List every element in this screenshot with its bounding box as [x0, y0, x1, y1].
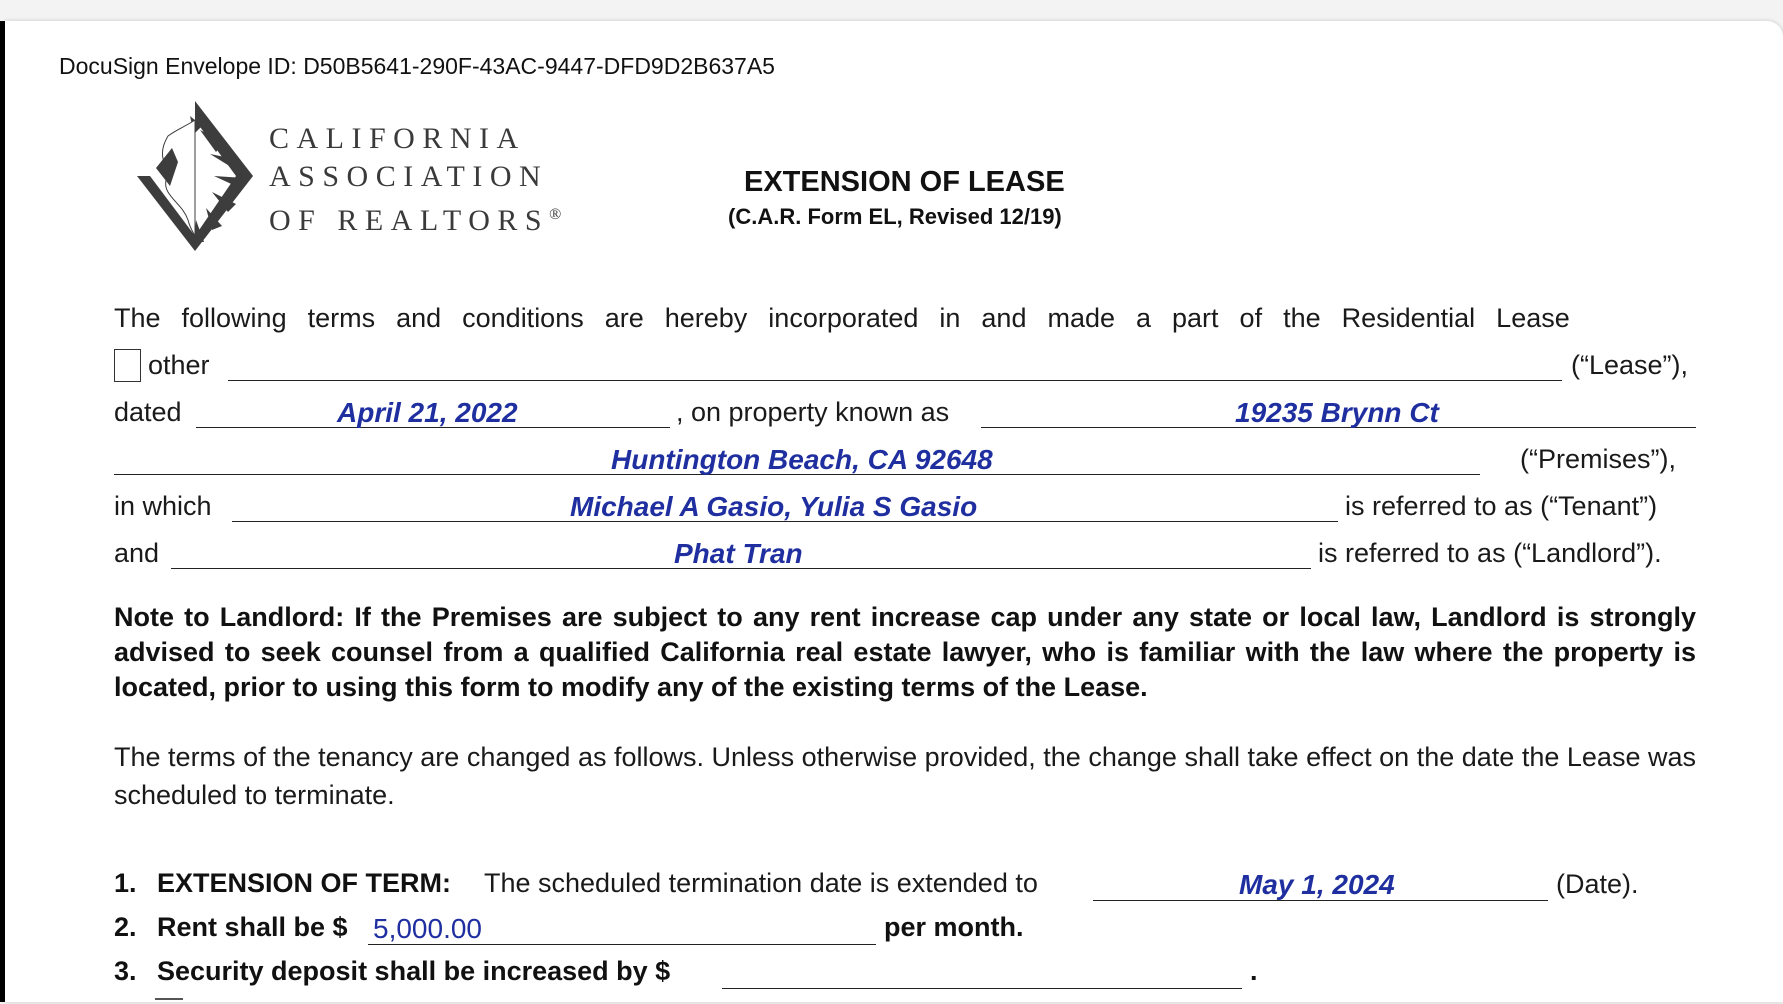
form-subtitle: (C.A.R. Form EL, Revised 12/19) — [728, 204, 1062, 229]
car-logo-text — [269, 120, 561, 240]
in-which-label: in which — [114, 491, 212, 521]
item-1-suffix: (Date). — [1556, 869, 1639, 899]
note-to-landlord: Note to Landlord: If the Premises are subject to any rent increase cap under any state or local law, Landlord is strongly advised to seek counsel from a qualified California real estate lawyer, who is familiar with the law where the property is located, prior to using this form to modify any of the existing terms of the Lease. — [114, 602, 1696, 702]
other-checkbox[interactable] — [114, 349, 141, 382]
property-label: , on property known as — [676, 397, 950, 427]
and-label: and — [114, 538, 160, 568]
form-title: EXTENSION OF LEASE — [744, 166, 1065, 198]
premises-suffix: (“Premises”), — [1520, 444, 1676, 474]
item-3-label: Security deposit shall be increased by $ — [157, 956, 671, 986]
other-label: other — [148, 350, 210, 380]
property-value: 19235 Brynn Ct — [1235, 397, 1439, 428]
dated-value: April 21, 2022 — [337, 397, 518, 428]
item-3-number: 3. — [114, 956, 137, 986]
landlord-suffix: is referred to as (“Landlord”). — [1318, 538, 1662, 568]
item-1-label: EXTENSION OF TERM: — [157, 868, 452, 898]
item-2-number: 2. — [114, 912, 137, 942]
rent-value: 5,000.00 — [373, 913, 482, 944]
terms-intro: The terms of the tenancy are changed as follows. Unless otherwise provided, the change shall take effect on the date the Lease was scheduled to terminate. — [114, 742, 1696, 810]
lease-suffix: (“Lease”), — [1571, 350, 1689, 380]
next-line-checkbox-edge — [155, 998, 183, 1004]
car-logo-mark-icon — [132, 96, 258, 256]
other-field[interactable] — [228, 380, 1562, 381]
logo-line-3: OF REALTORS® — [269, 204, 562, 237]
item-2-label: Rent shall be $ — [157, 912, 348, 942]
city-value: Huntington Beach, CA 92648 — [611, 444, 993, 475]
item-3-suffix: . — [1250, 956, 1258, 986]
dated-label: dated — [114, 397, 182, 427]
item-1-text: The scheduled termination date is extended to — [484, 868, 1038, 898]
envelope-id: DocuSign Envelope ID: D50B5641-290F-43AC-9447-DFD9D2B637A5 — [59, 53, 775, 79]
logo-line-1: CALIFORNIA — [269, 122, 526, 155]
item-1-number: 1. — [114, 868, 137, 898]
item-2-suffix: per month. — [884, 912, 1024, 942]
tenant-value: Michael A Gasio, Yulia S Gasio — [570, 491, 978, 522]
logo-line-2: ASSOCIATION — [269, 160, 549, 193]
tenant-suffix: is referred to as (“Tenant”) — [1345, 491, 1658, 521]
landlord-value: Phat Tran — [674, 538, 803, 569]
termination-date-value: May 1, 2024 — [1239, 869, 1395, 900]
deposit-field[interactable] — [722, 988, 1242, 989]
intro-text: The following terms and conditions are hereby incorporated in and made a part of the Residential Lease — [114, 303, 1570, 333]
